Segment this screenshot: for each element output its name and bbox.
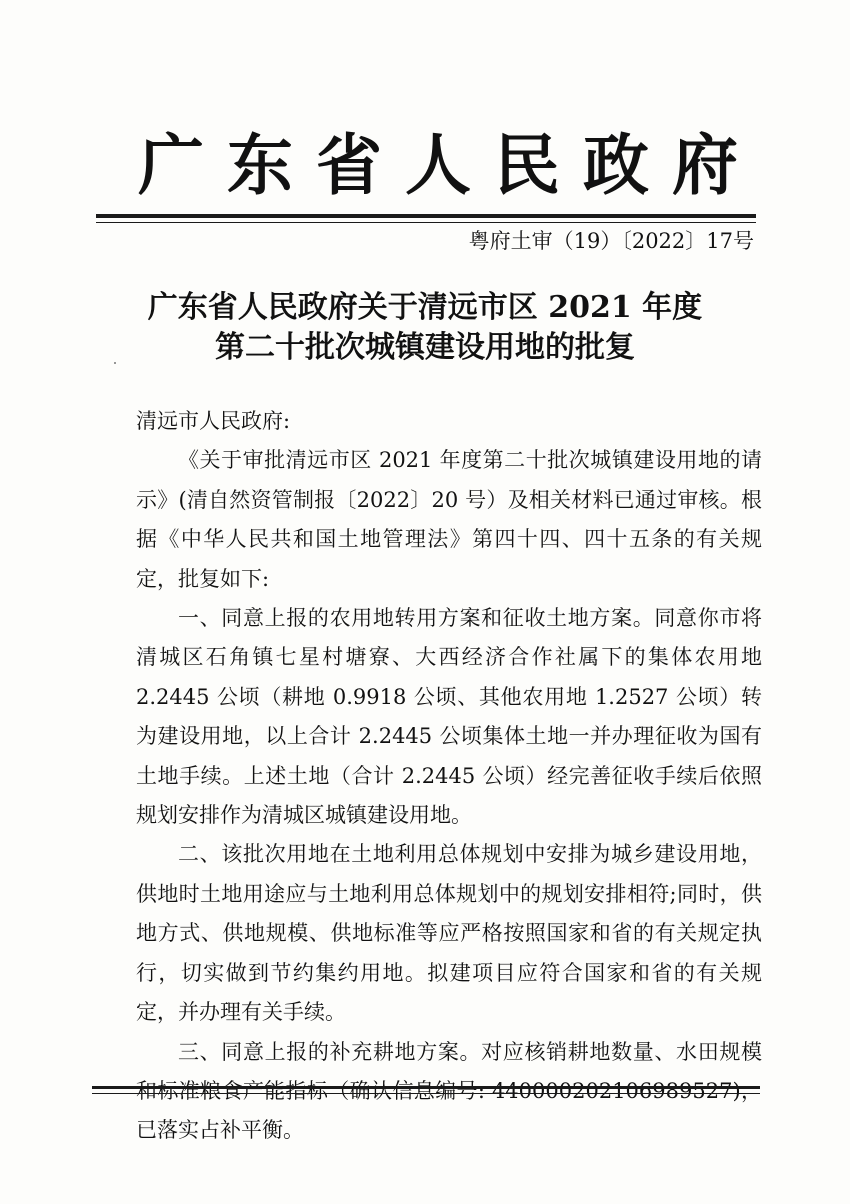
masthead-char: 民 (494, 126, 560, 204)
scan-speck (114, 362, 116, 364)
title-line-2: 第二十批次城镇建设用地的批复 (215, 330, 635, 365)
body-paragraph: 二、该批次用地在土地利用总体规划中安排为城乡建设用地，供地时土地用途应与土地利用总体规划中的规划安排相符;同时，供地方式、供地规模、供地标准等应严格按照国家和省的有关规定执行，切实做到节约集约用地。拟建项目应符合国家和省的有关规定，并办理有关手续。 (136, 842, 762, 1025)
document-number: 粤府土审（19）〔2022〕17号 (468, 229, 754, 253)
masthead-char: 政 (583, 126, 649, 204)
salutation: 清远市人民政府: (136, 409, 291, 433)
header-rule-thin (96, 222, 756, 223)
body-paragraph: 《关于审批清远市区 2021 年度第二十批次城镇建设用地的请示》(清自然资管制报〔2022〕20 号）及相关材料已通过审核。根据《中华人民共和国土地管理法》第四十四、四十五条的有关规定，批复如下: (136, 448, 762, 591)
body-paragraph: 一、同意上报的农用地转用方案和征收土地方案。同意你市将清城区石角镇七星村塘寮、大西经济合作社属下的集体农用地 2.2445 公顷（耕地 0.9918 公顷、其他农用地 1.2527 公顷）转为建设用地，以上合计 2.2445 公顷集体土地一并办理征收为国有土地手续。上述土地（合计 2.2445 公顷）经完善征收手续后依照规划安排作为清城区城镇建设用地。 (136, 606, 762, 828)
header-rule-thick (96, 214, 756, 218)
document-title (0, 288, 850, 368)
masthead-char: 省 (316, 126, 382, 204)
masthead-char: 府 (672, 126, 738, 204)
footer-rule-thick (92, 1086, 760, 1089)
document-body (136, 402, 762, 1151)
footer-rule-thin (92, 1093, 760, 1094)
masthead-char: 东 (227, 126, 293, 204)
masthead-char: 广 (138, 126, 204, 204)
title-line-1: 广东省人民政府关于清远市区 2021 年度 (147, 290, 703, 325)
masthead-title (138, 120, 738, 210)
body-paragraph: 三、同意上报的补充耕地方案。对应核销耕地数量、水田规模和标准粮食产能指标（确认信息编号: 440000202106989527)，已落实占补平衡。 (136, 1039, 762, 1143)
masthead (0, 120, 850, 210)
masthead-char: 人 (405, 126, 471, 204)
